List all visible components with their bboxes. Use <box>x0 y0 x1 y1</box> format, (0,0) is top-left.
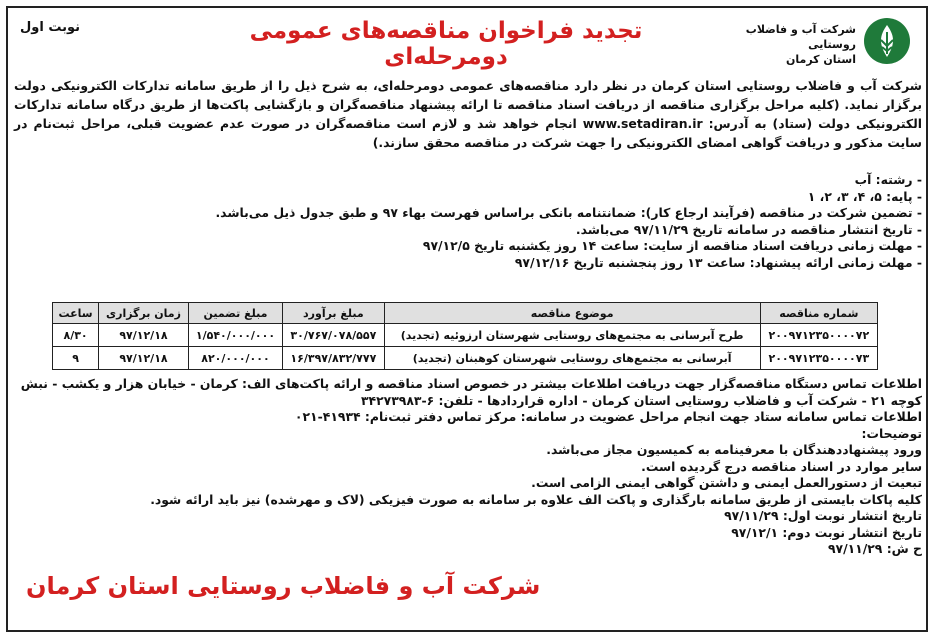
header-subject: موضوع مناقصه <box>384 303 760 324</box>
notice-title: تجدید فراخوان مناقصه‌های عمومی دومرحله‌ای <box>249 18 643 70</box>
time-cell: ۹ <box>53 347 99 370</box>
header-estimate: مبلغ برآورد <box>283 303 384 324</box>
header-tender-number: شماره مناقصه <box>760 303 877 324</box>
contact-line3: اطلاعات تماس سامانه ستاد جهت انجام مراحل عضویت در سامانه: مرکز تماس دفتر ثبت‌نام: ۴۱۹۳۴-۰۲۱ <box>294 409 922 424</box>
header-time: ساعت <box>53 303 99 324</box>
table-row <box>53 347 878 370</box>
org-line2: استان کرمان <box>786 53 856 66</box>
tender-number-cell: ۲۰۰۹۷۱۲۳۵۰۰۰۰۷۳ <box>760 347 877 370</box>
estimate-cell: ۱۶/۳۹۷/۸۳۲/۷۷۷ <box>283 347 384 370</box>
subject-cell: آبرسانی به مجتمع‌های روستایی شهرستان کوهبنان (تجدید) <box>384 347 760 370</box>
tender-table <box>52 302 878 370</box>
publish-date-first: تاریخ انتشار نوبت اول: ۹۷/۱۱/۲۹ <box>724 508 922 523</box>
date-cell: ۹۷/۱۲/۱۸ <box>99 347 189 370</box>
guarantee-cell: ۱/۵۴۰/۰۰۰/۰۰۰ <box>188 324 282 347</box>
field-line: - رشته: آب <box>854 172 922 187</box>
contact-line2: کوچه ۲۱ - شرکت آب و فاضلاب روستایی استان کرمان - اداره قراردادها - تلفن: ۶-۳۴۲۷۳۹۸۳ <box>360 392 922 408</box>
estimate-cell: ۳۰/۷۶۷/۰۷۸/۵۵۷ <box>283 324 384 347</box>
header-date: زمان برگزاری <box>99 303 189 324</box>
date-cell: ۹۷/۱۲/۱۸ <box>99 324 189 347</box>
header <box>12 14 920 72</box>
guarantee-cell: ۸۲۰/۰۰۰/۰۰۰ <box>188 347 282 370</box>
publish-line: - تاریخ انتشار مناقصه در سامانه تاریخ ۹۷/۱۱/۲۹ می‌باشد. <box>575 221 922 237</box>
note-item: ورود پیشنهاددهندگان با معرفینامه به کمیسیون مجاز می‌باشد. <box>546 442 922 457</box>
grade-line: - پایه: ۵، ۴، ۳، ۲، ۱ <box>807 188 922 204</box>
contact-line1: اطلاعات تماس دستگاه مناقصه‌گزار جهت دریافت اطلاعات بیشتر در خصوص اسناد مناقصه و ارائه پاکت‌های الف: کرمان - خیابان هزار و یکشب - نبش <box>20 376 922 391</box>
table-row <box>53 324 878 347</box>
note-item: سایر موارد در اسناد مناقصه درج گردیده است. <box>641 458 922 474</box>
note-item: تبعیت از دستورالعمل ایمنی و داشتن گواهی ایمنی الزامی است. <box>531 475 922 490</box>
footer-company-name: شرکت آب و فاضلاب روستایی استان کرمان <box>26 572 541 600</box>
offer-deadline-line: - مهلت زمانی ارائه پیشنهاد: ساعت ۱۳ روز پنجشنبه تاریخ ۹۷/۱۲/۱۶ <box>514 254 922 270</box>
round-label: نوبت اول <box>20 20 81 35</box>
org-line1: شرکت آب و فاضلاب روستایی <box>745 23 856 51</box>
document-deadline-line: - مهلت زمانی دریافت اسناد مناقصه از سایت: ساعت ۱۴ روز یکشنبه تاریخ ۹۷/۱۲/۵ <box>422 238 922 253</box>
tender-number-cell: ۲۰۰۹۷۱۲۳۵۰۰۰۰۷۲ <box>760 324 877 347</box>
notes-title: توضیحات: <box>861 425 922 441</box>
note-item: کلیه پاکات بایستی از طریق سامانه بارگذاری و پاکت الف علاوه بر سامانه به صورت فیزیکی (لاک و مهرشده) نیز باید ارائه شود. <box>150 491 922 507</box>
tender-facts <box>14 172 922 271</box>
subject-cell: طرح آبرسانی به مجتمع‌های روستایی شهرستان ارزوئیه (تجدید) <box>384 324 760 347</box>
publish-date-second: تاریخ انتشار نوبت دوم: ۹۷/۱۲/۱ <box>731 524 922 540</box>
organization-name <box>706 22 856 67</box>
intro-paragraph: شرکت آب و فاضلاب روستایی استان کرمان در نظر دارد مناقصه‌های عمومی دومرحله‌ای، به شرح ذیل را از طریق سامانه تدارکات الکترونیکی دولت برگزار نماید. (کلیه مراحل برگزاری مناقصه از دریافت اسناد مناقصه تا ارائه پیشنهاد مناقصه‌گران و بازگشایی پاکت‌ها از طریق درگاه سامانه تدارکات الکترونیکی دولت (ستاد) به آدرس: www.setadiran.ir انجام خواهد شد و لازم است مناقصه‌گران در صورت عدم عضویت قبلی، مراحل ثبت‌نام در سایت مذکور و دریافت گواهی امضای الکترونیکی را جهت شرکت در مناقصه محقق سازند.) <box>14 78 922 150</box>
header-guarantee: مبلغ تضمین <box>188 303 282 324</box>
guarantee-line: - تضمین شرکت در مناقصه (فرآیند ارجاع کار): ضمانتنامه بانکی براساس فهرست بهاء ۹۷ و طبق جدول ذیل می‌باشد. <box>215 205 922 220</box>
company-logo-icon <box>862 16 912 66</box>
contact-section <box>14 376 922 558</box>
time-cell: ۸/۳۰ <box>53 324 99 347</box>
notice-code: ح ش: ۹۷/۱۱/۲۹ <box>827 541 922 556</box>
table-header-row <box>53 303 878 324</box>
